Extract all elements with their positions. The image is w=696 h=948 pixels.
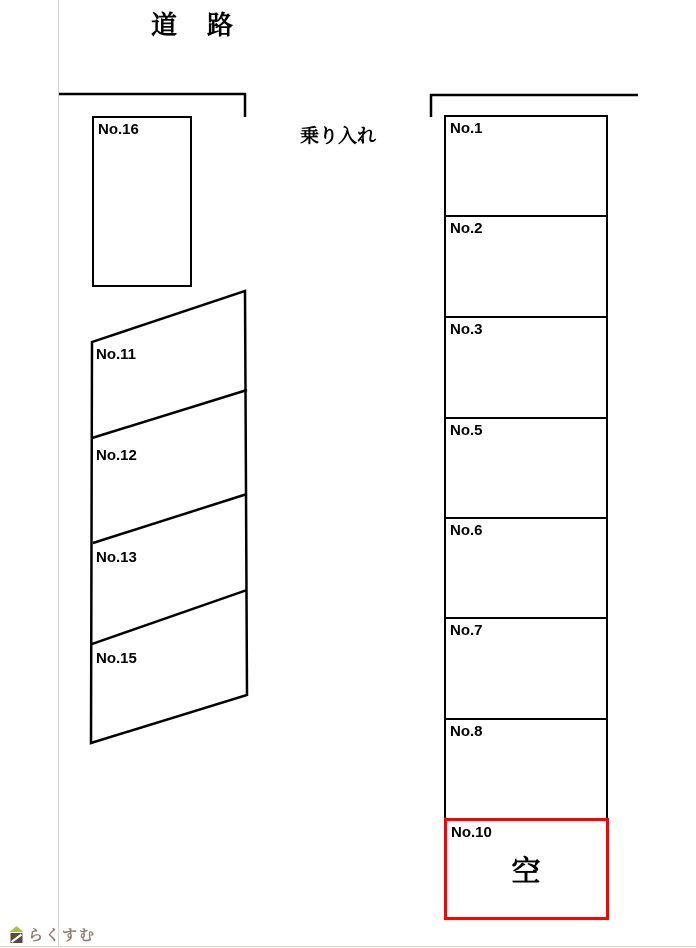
site-logo xyxy=(9,924,96,945)
boundary-line-right xyxy=(431,95,638,117)
stall-no10-vacant xyxy=(444,818,609,920)
stall-label: No.8 xyxy=(450,723,483,740)
stall-label: No.10 xyxy=(451,824,492,841)
sheet-bottom-border xyxy=(0,946,696,947)
stall-label-no11: No.11 xyxy=(96,346,137,363)
stall-no7 xyxy=(444,617,608,720)
stall-label: No.2 xyxy=(450,220,483,237)
road-label: 道 路 xyxy=(151,10,236,40)
vacancy-mark: 空 xyxy=(511,855,542,888)
stall-label: No.7 xyxy=(450,622,483,639)
entrance-label: 乗り入れ xyxy=(300,126,377,147)
slanted-divider-3 xyxy=(92,590,247,644)
stall-no2 xyxy=(444,215,608,318)
stall-no16 xyxy=(92,116,192,287)
boundary-line-left xyxy=(59,94,245,117)
stall-label: No.6 xyxy=(450,522,483,539)
stall-label: No.16 xyxy=(98,121,139,138)
stall-no3 xyxy=(444,316,608,419)
logo-text: らくすむ xyxy=(28,927,97,944)
stall-no8 xyxy=(444,718,608,820)
stall-no5 xyxy=(444,417,608,519)
sheet-left-border xyxy=(58,0,59,947)
house-icon xyxy=(9,926,24,943)
stall-label: No.3 xyxy=(450,321,483,338)
slanted-divider-1 xyxy=(92,390,247,438)
stall-label: No.5 xyxy=(450,422,483,439)
stall-label-no13: No.13 xyxy=(96,549,137,566)
stall-label-no15: No.15 xyxy=(96,650,137,667)
stall-label: No.1 xyxy=(450,120,483,137)
slanted-divider-2 xyxy=(93,494,247,543)
stall-label-no12: No.12 xyxy=(96,447,137,464)
stall-no1 xyxy=(444,115,608,217)
stall-no6 xyxy=(444,517,608,619)
